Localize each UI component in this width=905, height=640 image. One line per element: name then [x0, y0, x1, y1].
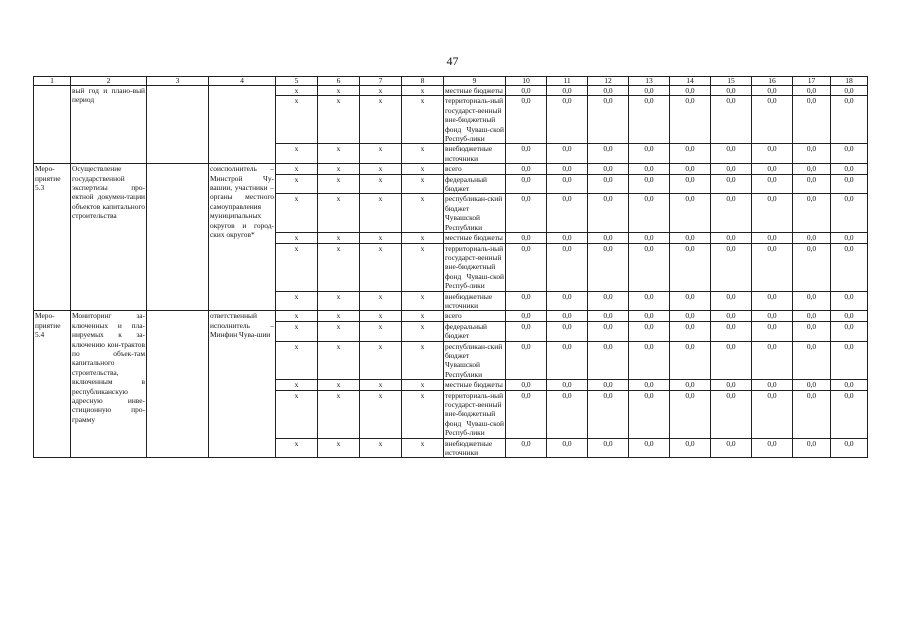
code-cell: x [360, 243, 402, 291]
code-cell: x [276, 144, 318, 164]
value-cell: 0,0 [752, 174, 793, 194]
value-cell: 0,0 [670, 321, 711, 341]
value-cell: 0,0 [793, 164, 831, 174]
measure-code [34, 86, 71, 164]
funding-source: всего [444, 311, 506, 321]
value-cell: 0,0 [670, 174, 711, 194]
code-cell: x [276, 291, 318, 311]
code-cell: x [360, 86, 402, 96]
value-cell: 0,0 [793, 86, 831, 96]
code-cell: x [276, 233, 318, 243]
value-cell: 0,0 [831, 96, 868, 144]
funding-source: территориаль-ный государст-венный вне-бюджетный фонд Чуваш-ской Респуб-лики [445, 390, 504, 438]
code-cell: x [318, 233, 360, 243]
value-cell: 0,0 [670, 243, 711, 291]
value-cell: 0,0 [547, 194, 588, 233]
value-cell: 0,0 [711, 174, 752, 194]
value-cell: 0,0 [793, 243, 831, 291]
code-cell: x [318, 144, 360, 164]
value-cell: 0,0 [670, 233, 711, 243]
value-cell: 0,0 [670, 96, 711, 144]
column-number: 8 [402, 77, 444, 86]
column-number: 1 [34, 77, 71, 86]
code-cell: x [318, 96, 360, 144]
code-cell: x [318, 164, 360, 174]
value-cell: 0,0 [793, 341, 831, 380]
value-cell: 0,0 [547, 311, 588, 321]
value-cell: 0,0 [506, 243, 547, 291]
value-cell: 0,0 [831, 311, 868, 321]
funding-source: республикан-ский бюджет Чувашской Республики [444, 194, 506, 233]
value-cell: 0,0 [670, 164, 711, 174]
value-cell: 0,0 [831, 194, 868, 233]
code-cell: x [402, 194, 444, 233]
funding-source: республикан-ский бюджет Чувашской Республики [444, 341, 506, 380]
value-cell: 0,0 [793, 96, 831, 144]
code-cell: x [402, 233, 444, 243]
value-cell: 0,0 [793, 291, 831, 311]
code-cell: x [318, 321, 360, 341]
value-cell: 0,0 [547, 321, 588, 341]
value-cell: 0,0 [831, 144, 868, 164]
code-cell: x [402, 164, 444, 174]
value-cell: 0,0 [831, 390, 868, 438]
code-cell: x [402, 321, 444, 341]
value-cell: 0,0 [752, 233, 793, 243]
column-number: 11 [547, 77, 588, 86]
value-cell: 0,0 [752, 164, 793, 174]
value-cell: 0,0 [506, 96, 547, 144]
column-number: 10 [506, 77, 547, 86]
value-cell: 0,0 [711, 311, 752, 321]
value-cell: 0,0 [752, 380, 793, 390]
code-cell: x [276, 164, 318, 174]
value-cell: 0,0 [831, 233, 868, 243]
value-cell: 0,0 [547, 86, 588, 96]
value-cell: 0,0 [588, 341, 629, 380]
code-cell: x [360, 233, 402, 243]
value-cell: 0,0 [793, 380, 831, 390]
code-cell: x [402, 243, 444, 291]
value-cell: 0,0 [831, 174, 868, 194]
measure-name: вый год и плано-вый период [71, 86, 147, 164]
value-cell: 0,0 [588, 96, 629, 144]
code-cell: x [318, 341, 360, 380]
column-number: 14 [670, 77, 711, 86]
code-cell: x [402, 144, 444, 164]
value-cell: 0,0 [831, 341, 868, 380]
target-cell [147, 86, 209, 164]
value-cell: 0,0 [547, 291, 588, 311]
value-cell: 0,0 [506, 233, 547, 243]
value-cell: 0,0 [506, 390, 547, 438]
column-number: 7 [360, 77, 402, 86]
table-row [34, 164, 868, 174]
funding-source: федеральный бюджет [444, 174, 506, 194]
value-cell: 0,0 [711, 291, 752, 311]
value-cell: 0,0 [547, 380, 588, 390]
code-cell: x [276, 174, 318, 194]
target-cell [147, 311, 209, 458]
value-cell: 0,0 [670, 291, 711, 311]
measure-code: Меро-приятие 5.4 [34, 311, 71, 458]
column-number: 12 [588, 77, 629, 86]
value-cell: 0,0 [752, 291, 793, 311]
value-cell: 0,0 [752, 144, 793, 164]
column-number: 18 [831, 77, 868, 86]
value-cell: 0,0 [506, 86, 547, 96]
value-cell: 0,0 [629, 233, 670, 243]
value-cell: 0,0 [629, 174, 670, 194]
code-cell: x [276, 243, 318, 291]
code-cell: x [360, 174, 402, 194]
code-cell: x [360, 341, 402, 380]
code-cell: x [360, 144, 402, 164]
value-cell: 0,0 [752, 96, 793, 144]
value-cell: 0,0 [752, 390, 793, 438]
value-cell: 0,0 [547, 243, 588, 291]
value-cell: 0,0 [588, 438, 629, 458]
value-cell: 0,0 [752, 243, 793, 291]
column-number: 2 [71, 77, 147, 86]
value-cell: 0,0 [670, 390, 711, 438]
value-cell: 0,0 [506, 380, 547, 390]
value-cell: 0,0 [752, 194, 793, 233]
value-cell: 0,0 [588, 164, 629, 174]
value-cell: 0,0 [831, 321, 868, 341]
value-cell: 0,0 [831, 291, 868, 311]
column-number: 6 [318, 77, 360, 86]
code-cell: x [360, 291, 402, 311]
value-cell: 0,0 [793, 233, 831, 243]
value-cell: 0,0 [588, 174, 629, 194]
header-row [34, 77, 868, 86]
value-cell: 0,0 [588, 243, 629, 291]
value-cell: 0,0 [711, 194, 752, 233]
value-cell: 0,0 [711, 233, 752, 243]
code-cell: x [276, 380, 318, 390]
value-cell: 0,0 [831, 164, 868, 174]
code-cell: x [276, 438, 318, 458]
value-cell: 0,0 [629, 311, 670, 321]
value-cell: 0,0 [711, 321, 752, 341]
code-cell: x [318, 438, 360, 458]
code-cell: x [318, 311, 360, 321]
column-number: 17 [793, 77, 831, 86]
value-cell: 0,0 [793, 144, 831, 164]
code-cell: x [318, 390, 360, 438]
code-cell: x [276, 341, 318, 380]
value-cell: 0,0 [506, 438, 547, 458]
funding-source: внебюджетные источники [444, 438, 506, 458]
measure-name: Осуществление государственной экспертизы про-ектной докумен-тации объектов капитального строительства [71, 164, 147, 311]
code-cell: x [276, 321, 318, 341]
value-cell: 0,0 [752, 311, 793, 321]
value-cell: 0,0 [547, 144, 588, 164]
value-cell: 0,0 [711, 243, 752, 291]
value-cell: 0,0 [588, 144, 629, 164]
value-cell: 0,0 [506, 164, 547, 174]
value-cell: 0,0 [752, 341, 793, 380]
code-cell: x [360, 438, 402, 458]
value-cell: 0,0 [629, 390, 670, 438]
code-cell: x [360, 164, 402, 174]
value-cell: 0,0 [629, 380, 670, 390]
value-cell: 0,0 [506, 341, 547, 380]
table-row [34, 86, 868, 96]
value-cell: 0,0 [711, 164, 752, 174]
value-cell: 0,0 [547, 174, 588, 194]
code-cell: x [276, 390, 318, 438]
value-cell: 0,0 [629, 96, 670, 144]
value-cell: 0,0 [588, 291, 629, 311]
code-cell: x [402, 291, 444, 311]
code-cell: x [402, 96, 444, 144]
column-number: 3 [147, 77, 209, 86]
code-cell: x [276, 311, 318, 321]
funding-source: местные бюджеты [444, 86, 506, 96]
value-cell: 0,0 [629, 243, 670, 291]
funding-source: территориаль-ный государст-венный вне-бюджетный фонд Чуваш-ской Респуб-лики [445, 243, 504, 291]
value-cell: 0,0 [629, 321, 670, 341]
column-number: 9 [444, 77, 506, 86]
value-cell: 0,0 [793, 174, 831, 194]
value-cell: 0,0 [547, 341, 588, 380]
code-cell: x [318, 86, 360, 96]
funding-source: внебюджетные источники [444, 144, 506, 164]
value-cell: 0,0 [629, 438, 670, 458]
funding-source: всего [444, 164, 506, 174]
value-cell: 0,0 [752, 86, 793, 96]
code-cell: x [402, 390, 444, 438]
value-cell: 0,0 [711, 380, 752, 390]
code-cell: x [318, 243, 360, 291]
code-cell: x [360, 390, 402, 438]
value-cell: 0,0 [506, 321, 547, 341]
code-cell: x [318, 380, 360, 390]
column-number: 5 [276, 77, 318, 86]
table-row [34, 311, 868, 321]
value-cell: 0,0 [831, 86, 868, 96]
value-cell: 0,0 [506, 291, 547, 311]
value-cell: 0,0 [793, 390, 831, 438]
value-cell: 0,0 [711, 96, 752, 144]
value-cell: 0,0 [588, 390, 629, 438]
value-cell: 0,0 [629, 144, 670, 164]
code-cell: x [276, 96, 318, 144]
value-cell: 0,0 [629, 164, 670, 174]
measure-code: Меро-приятие 5.3 [34, 164, 71, 311]
value-cell: 0,0 [588, 86, 629, 96]
value-cell: 0,0 [670, 438, 711, 458]
value-cell: 0,0 [670, 311, 711, 321]
code-cell: x [276, 86, 318, 96]
value-cell: 0,0 [670, 341, 711, 380]
funding-source: местные бюджеты [444, 233, 506, 243]
performer [209, 86, 276, 164]
value-cell: 0,0 [793, 311, 831, 321]
value-cell: 0,0 [711, 86, 752, 96]
column-number: 4 [209, 77, 276, 86]
value-cell: 0,0 [588, 194, 629, 233]
funding-source: внебюджетные источники [444, 291, 506, 311]
code-cell: x [360, 380, 402, 390]
value-cell: 0,0 [711, 438, 752, 458]
column-number: 15 [711, 77, 752, 86]
value-cell: 0,0 [793, 321, 831, 341]
value-cell: 0,0 [670, 380, 711, 390]
page-number: 47 [446, 54, 459, 68]
funding-source: территориаль-ный государст-венный вне-бюджетный фонд Чуваш-ской Респуб-лики [445, 96, 504, 144]
value-cell: 0,0 [588, 380, 629, 390]
performer: соисполнитель – Минстрой Чу-вашии, участники – органы местного самоуправления муниципальных округов и город-ских округов* [209, 164, 276, 311]
column-number: 13 [629, 77, 670, 86]
code-cell: x [360, 311, 402, 321]
code-cell: x [402, 311, 444, 321]
value-cell: 0,0 [831, 380, 868, 390]
value-cell: 0,0 [793, 438, 831, 458]
budget-table [33, 76, 868, 458]
value-cell: 0,0 [547, 164, 588, 174]
column-number: 16 [752, 77, 793, 86]
code-cell: x [360, 194, 402, 233]
funding-source: федеральный бюджет [444, 321, 506, 341]
value-cell: 0,0 [831, 438, 868, 458]
value-cell: 0,0 [752, 321, 793, 341]
code-cell: x [402, 438, 444, 458]
measure-name: Мониторинг за-ключенных и пла-нируемых к за-ключению кон-трактов по объек-там капитального строительства, включенным в республиканскую адресную инве-стиционную про-грамму [71, 311, 147, 458]
value-cell: 0,0 [547, 438, 588, 458]
value-cell: 0,0 [711, 390, 752, 438]
value-cell: 0,0 [506, 194, 547, 233]
code-cell: x [318, 194, 360, 233]
code-cell: x [402, 174, 444, 194]
code-cell: x [318, 174, 360, 194]
value-cell: 0,0 [588, 321, 629, 341]
value-cell: 0,0 [547, 96, 588, 144]
code-cell: x [276, 194, 318, 233]
value-cell: 0,0 [670, 144, 711, 164]
performer: ответственный исполнитель – Минфин Чува-шии [209, 311, 276, 458]
code-cell: x [318, 291, 360, 311]
funding-source: местные бюджеты [444, 380, 506, 390]
value-cell: 0,0 [670, 86, 711, 96]
value-cell: 0,0 [831, 243, 868, 291]
value-cell: 0,0 [506, 174, 547, 194]
value-cell: 0,0 [629, 341, 670, 380]
value-cell: 0,0 [629, 194, 670, 233]
value-cell: 0,0 [506, 311, 547, 321]
target-cell [147, 164, 209, 311]
value-cell: 0,0 [588, 311, 629, 321]
value-cell: 0,0 [752, 438, 793, 458]
value-cell: 0,0 [547, 233, 588, 243]
value-cell: 0,0 [506, 144, 547, 164]
value-cell: 0,0 [629, 86, 670, 96]
value-cell: 0,0 [547, 390, 588, 438]
code-cell: x [360, 321, 402, 341]
value-cell: 0,0 [629, 291, 670, 311]
value-cell: 0,0 [793, 194, 831, 233]
code-cell: x [402, 86, 444, 96]
value-cell: 0,0 [670, 194, 711, 233]
value-cell: 0,0 [711, 144, 752, 164]
code-cell: x [402, 341, 444, 380]
value-cell: 0,0 [711, 341, 752, 380]
code-cell: x [402, 380, 444, 390]
code-cell: x [360, 96, 402, 144]
value-cell: 0,0 [588, 233, 629, 243]
